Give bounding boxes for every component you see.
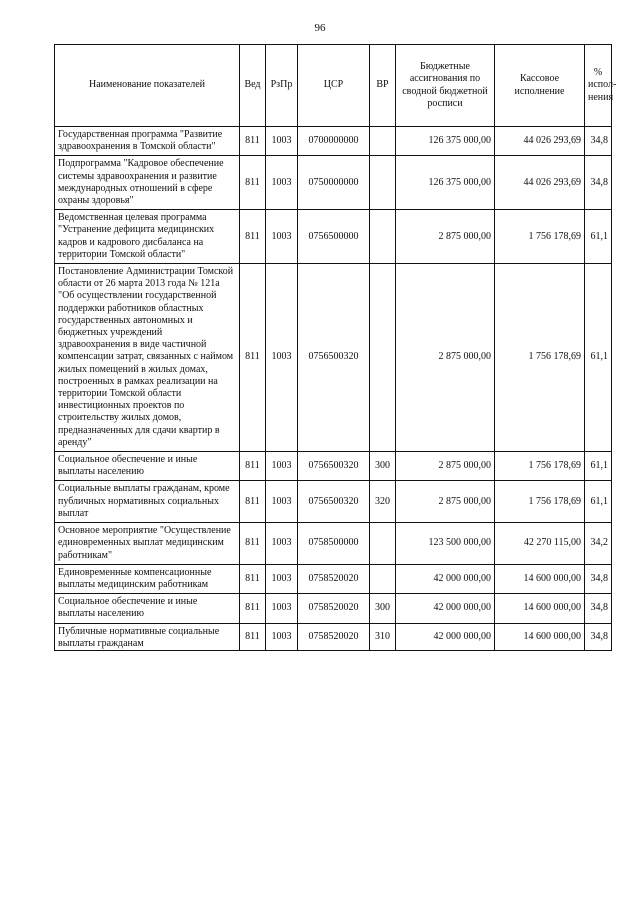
row-rzpr: 1003 xyxy=(266,523,298,565)
row-cash: 44 026 293,69 xyxy=(495,156,585,210)
row-vr xyxy=(370,523,396,565)
row-vr xyxy=(370,564,396,593)
row-budget: 42 000 000,00 xyxy=(396,564,495,593)
row-budget: 2 875 000,00 xyxy=(396,452,495,481)
row-rzpr: 1003 xyxy=(266,452,298,481)
row-pct: 34,8 xyxy=(585,127,612,156)
header-rzpr: РзПр xyxy=(266,45,298,127)
row-vr xyxy=(370,127,396,156)
table-header-row xyxy=(55,45,612,127)
row-budget: 2 875 000,00 xyxy=(396,481,495,523)
table-row xyxy=(55,127,612,156)
row-ved: 811 xyxy=(240,594,266,623)
row-pct: 34,8 xyxy=(585,156,612,210)
row-ved: 811 xyxy=(240,623,266,650)
row-cash: 1 756 178,69 xyxy=(495,452,585,481)
row-cash: 42 270 115,00 xyxy=(495,523,585,565)
row-csr: 0758520020 xyxy=(298,623,370,650)
row-vr: 320 xyxy=(370,481,396,523)
row-name: Ведомственная целевая программа "Устранение дефицита медицинских кадров и кадрового дисбаланса на территории Томской области" xyxy=(55,210,240,264)
table-row xyxy=(55,623,612,650)
row-pct: 34,8 xyxy=(585,594,612,623)
header-ved: Вед xyxy=(240,45,266,127)
row-ved: 811 xyxy=(240,264,266,452)
row-cash: 1 756 178,69 xyxy=(495,210,585,264)
header-pct: % испол-нения xyxy=(585,45,612,127)
row-csr: 0758520020 xyxy=(298,594,370,623)
row-name: Социальное обеспечение и иные выплаты населению xyxy=(55,594,240,623)
row-name: Социальные выплаты гражданам, кроме публичных нормативных социальных выплат xyxy=(55,481,240,523)
row-rzpr: 1003 xyxy=(266,156,298,210)
row-rzpr: 1003 xyxy=(266,481,298,523)
row-budget: 126 375 000,00 xyxy=(396,127,495,156)
row-rzpr: 1003 xyxy=(266,264,298,452)
row-pct: 61,1 xyxy=(585,481,612,523)
row-rzpr: 1003 xyxy=(266,594,298,623)
row-pct: 61,1 xyxy=(585,210,612,264)
header-cash: Кассовое исполнение xyxy=(495,45,585,127)
table-row xyxy=(55,564,612,593)
page-number: 96 xyxy=(314,22,326,34)
table-row xyxy=(55,264,612,452)
table-row xyxy=(55,481,612,523)
table-row xyxy=(55,452,612,481)
budget-execution-table xyxy=(54,44,617,651)
table-row xyxy=(55,523,612,565)
row-ved: 811 xyxy=(240,523,266,565)
row-budget: 126 375 000,00 xyxy=(396,156,495,210)
row-budget: 42 000 000,00 xyxy=(396,623,495,650)
row-rzpr: 1003 xyxy=(266,623,298,650)
row-pct: 61,1 xyxy=(585,452,612,481)
header-vr: ВР xyxy=(370,45,396,127)
row-ved: 811 xyxy=(240,564,266,593)
row-vr xyxy=(370,210,396,264)
row-csr: 0758520020 xyxy=(298,564,370,593)
row-name: Публичные нормативные социальные выплаты гражданам xyxy=(55,623,240,650)
row-budget: 123 500 000,00 xyxy=(396,523,495,565)
row-vr: 300 xyxy=(370,594,396,623)
row-name: Государственная программа "Развитие здравоохранения в Томской области" xyxy=(55,127,240,156)
table-row xyxy=(55,156,612,210)
row-csr: 0758500000 xyxy=(298,523,370,565)
row-name: Подпрограмма "Кадровое обеспечение системы здравоохранения и развитие международных отношений в сфере охраны здоровья" xyxy=(55,156,240,210)
row-csr: 0756500320 xyxy=(298,264,370,452)
row-ved: 811 xyxy=(240,481,266,523)
row-ved: 811 xyxy=(240,156,266,210)
row-cash: 44 026 293,69 xyxy=(495,127,585,156)
row-ved: 811 xyxy=(240,127,266,156)
row-name: Социальное обеспечение и иные выплаты населению xyxy=(55,452,240,481)
row-cash: 14 600 000,00 xyxy=(495,564,585,593)
row-pct: 34,2 xyxy=(585,523,612,565)
row-rzpr: 1003 xyxy=(266,210,298,264)
row-pct: 34,8 xyxy=(585,564,612,593)
header-name: Наименование показателей xyxy=(55,45,240,127)
row-vr: 300 xyxy=(370,452,396,481)
row-cash: 1 756 178,69 xyxy=(495,264,585,452)
row-csr: 0756500000 xyxy=(298,210,370,264)
row-vr: 310 xyxy=(370,623,396,650)
row-cash: 1 756 178,69 xyxy=(495,481,585,523)
table-row xyxy=(55,594,612,623)
row-budget: 2 875 000,00 xyxy=(396,264,495,452)
row-csr: 0756500320 xyxy=(298,481,370,523)
row-ved: 811 xyxy=(240,452,266,481)
row-cash: 14 600 000,00 xyxy=(495,594,585,623)
header-budget: Бюджетные ассигнования по сводной бюджетной росписи xyxy=(396,45,495,127)
row-name: Единовременные компенсационные выплаты медицинским работникам xyxy=(55,564,240,593)
row-name: Основное мероприятие "Осуществление единовременных выплат медицинским работникам" xyxy=(55,523,240,565)
row-rzpr: 1003 xyxy=(266,564,298,593)
row-vr xyxy=(370,156,396,210)
row-rzpr: 1003 xyxy=(266,127,298,156)
row-ved: 811 xyxy=(240,210,266,264)
header-csr: ЦСР xyxy=(298,45,370,127)
row-vr xyxy=(370,264,396,452)
row-csr: 0700000000 xyxy=(298,127,370,156)
row-pct: 61,1 xyxy=(585,264,612,452)
row-csr: 0750000000 xyxy=(298,156,370,210)
row-csr: 0756500320 xyxy=(298,452,370,481)
row-budget: 42 000 000,00 xyxy=(396,594,495,623)
row-pct: 34,8 xyxy=(585,623,612,650)
table-row xyxy=(55,210,612,264)
row-name: Постановление Администрации Томской области от 26 марта 2013 года № 121а "Об осуществлении государственной поддержки работников областных государственных автономных и бюджетных учреждений здравоохранения в виде частичной компенсации затрат, связанных с наймом жилых помещений в жилых домах, построенных в рамках реализации на территории Томской области инвестиционных проектов по строительству жилых домов, предназначенных для сдачи квартир в аренду" xyxy=(55,264,240,452)
row-budget: 2 875 000,00 xyxy=(396,210,495,264)
row-cash: 14 600 000,00 xyxy=(495,623,585,650)
